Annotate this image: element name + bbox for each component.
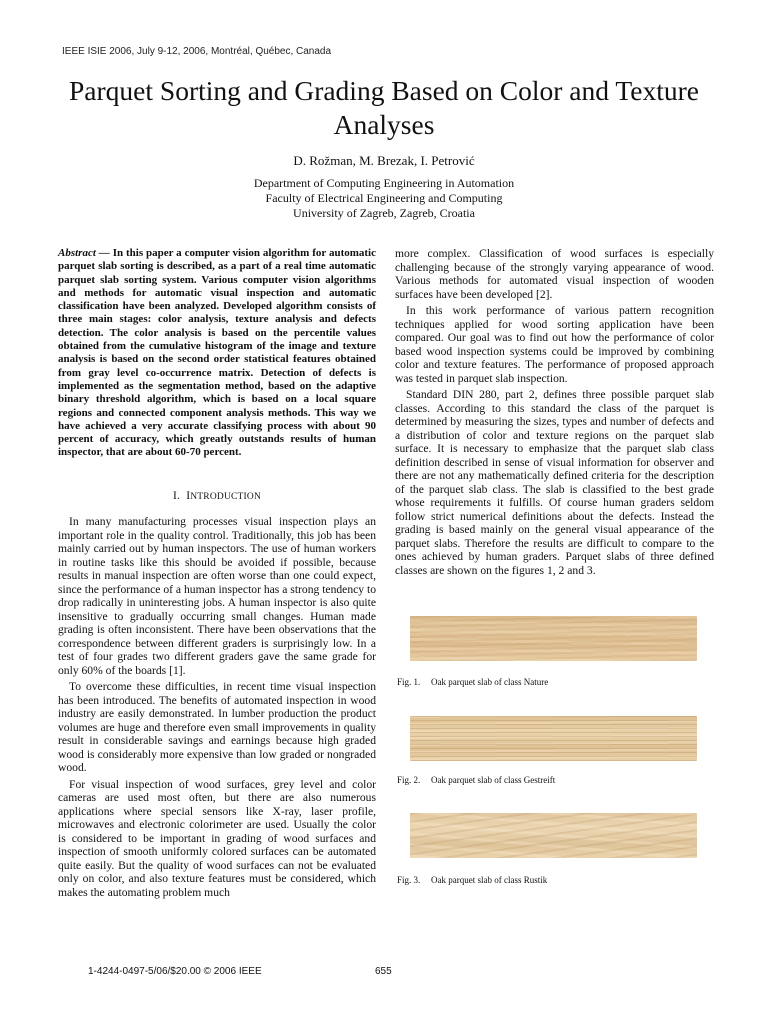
figure-image-oak-slab-gestreift — [410, 716, 697, 761]
footer-copyright: 1-4244-0497-5/06/$20.00 © 2006 IEEE — [88, 966, 262, 977]
paragraph: For visual inspection of wood surfaces, grey level and color cameras are used most often, but there are also numerous applications where special sensors like X-ray, laser profile, microwaves and electronic colorimeter are used. Usually the color is considered to be important in grading of wood surfaces and inspection of smooth uniformly colored surfaces can be automated quite easily. But the quality of wood surfaces can not be evaluated only on color, and also texture features must be considered, which makes the automating problem much — [58, 777, 376, 899]
section-title-initial: I — [186, 489, 191, 502]
abstract — [58, 247, 376, 460]
conference-header: IEEE ISIE 2006, July 9-12, 2006, Montréal, Québec, Canada — [62, 46, 332, 57]
paragraph: more complex. Classification of wood surfaces is especially challenging because of the strongly varying appearance of wood. Various methods for automated visual inspection of wooden surfaces have been developed [2]. — [395, 247, 714, 301]
affiliation-line: Department of Computing Engineering in Automation — [253, 176, 515, 190]
affiliation-line: Faculty of Electrical Engineering and Computing — [265, 191, 503, 205]
affiliation-line: University of Zagreb, Zagreb, Croatia — [293, 206, 475, 220]
section-number: I. — [172, 489, 181, 502]
figure-caption-text: Oak parquet slab of class Gestreift — [431, 775, 556, 785]
figure-number: Fig. 2. — [397, 775, 421, 785]
paper-title: Parquet Sorting and Grading Based on Color and Texture Analyses — [69, 75, 699, 140]
figure-caption-text: Oak parquet slab of class Nature — [431, 677, 549, 687]
figure-caption — [397, 775, 555, 785]
figure-caption-text: Oak parquet slab of class Rustik — [431, 875, 548, 885]
section-heading — [58, 490, 376, 505]
page-number: 655 — [375, 966, 392, 977]
figure-image-oak-slab-rustik — [410, 813, 697, 858]
figure-number: Fig. 3. — [397, 875, 421, 885]
paragraph: In this work performance of various pattern recognition techniques applied for wood sorting application have been compared. Our goal was to find out how the performance of color based wood inspection systems could be improved by combining color and texture features. The performance of proposed approach was tested in parquet slab inspection. — [395, 304, 714, 385]
right-column — [395, 247, 714, 580]
figure-caption — [397, 677, 548, 687]
affiliation — [40, 176, 728, 221]
abstract-text: In this paper a computer vision algorithm for automatic parquet slab sorting is described, as a part of a real time automatic parquet slab sorting system. Various computer vision algorithms and methods for automatic visual inspection and automatic classification have been analyzed. Developed algorithm consists of three main stages: color analysis, texture analysis and defects detection. The color analysis is based on the percentile values obtained from the cumulative histogram of the image and texture analysis is based on the second order statistical features obtained from gray level co-occurrence matrix. Detection of defects is implemented as the segmentation method, based on the adaptive binary threshold algorithm, which is based on a local square regions and connected component analysis methods. This way we have achieved a very accurate classifying process with about 90 percent of accuracy, which greatly outstands results of human inspector, that are about 60-70 percent. — [58, 247, 376, 459]
figure-number: Fig. 1. — [397, 677, 421, 687]
abstract-label: Abstract — — [58, 247, 110, 259]
left-column — [58, 247, 376, 902]
paragraph: In many manufacturing processes visual inspection plays an important role in the quality control. Traditionally, this job has been mainly carried out by human inspectors. The use of human workers in routine tasks like this should be avoided if possible, because results in manual inspection are often worse than one could expect, since the performance of a human inspector has a strong tendency to drop radically in uninteresting jobs. A human inspector is also quite insensitive to gradually occurring small changes. Human made grading is often inconsistent. There have been observations that the correspondence between different graders is surprisingly low. In a test of four grades two different graders gave the same grade for only 60% of the boards [1]. — [58, 515, 376, 677]
authors: D. Rožman, M. Brezak, I. Petrović — [293, 153, 475, 168]
paragraph: To overcome these difficulties, in recent time visual inspection has been introduced. The benefits of automated inspection in wood industry are easily demonstrated. In lumber production the product volumes are huge and therefore even small improvements in quality result in considerable savings and earnings because high graded wood is considerably more expensive than low graded or nongraded wood. — [58, 680, 376, 775]
section-title-rest: NTRODUCTION — [190, 491, 262, 502]
paragraph: Standard DIN 280, part 2, defines three possible parquet slab classes. According to this standard the class of the parquet is determined by measuring the sizes, types and number of defects and a distribution of color and texture regions on the parquet slab surface. It is necessary to emphasize that the parquet slab class definition described in sense of visual information for observer and there are not any mathematically defined criteria for the description of the parquet slab class. The slab is classified to the best grade whose requirements it fulfills. Of course human graders seldom follow strict numerical definitions about the defects. Instead the grading is based mainly on the general visual appearance of the parquet slabs. Therefore the results are difficult to compare to the ones achieved by human graders. Parquet slabs of three defined classes are shown on the figures 1, 2 and 3. — [395, 388, 714, 577]
figure-image-oak-slab-nature — [410, 616, 697, 661]
figure-caption — [397, 875, 547, 885]
